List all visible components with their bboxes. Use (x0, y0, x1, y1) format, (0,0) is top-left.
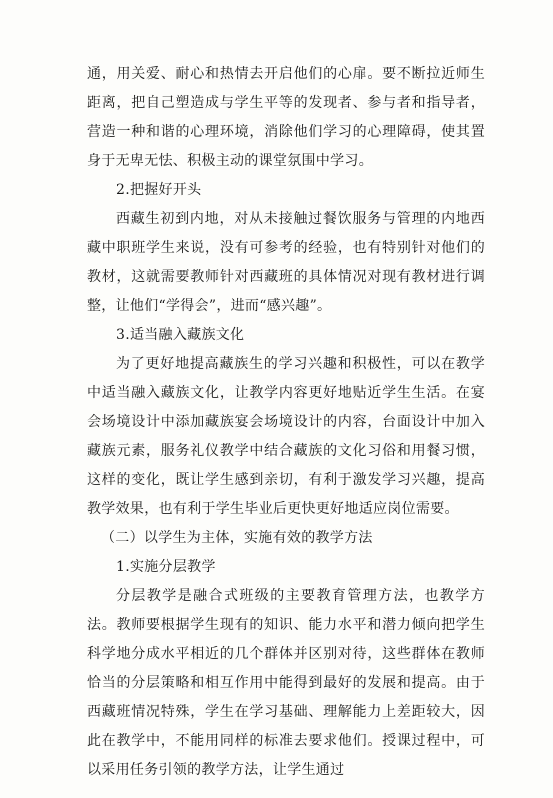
section-heading-teaching-methods: （二）以学生为主体，实施有效的教学方法 (101, 530, 373, 546)
paragraph-tiered-teaching: 分层教学是融合式班级的主要教育管理方法，也教学方法。教师要根据学生现有的知识、能力水平和潜力倾向把学生科学地分成水平相近的几个群体并区别对待，这些群体在教师恰当的分层策略和相互作用中能得到最好的发展和提高。由于西藏班情况特殊，学生在学习基础、理解能力上差距较大，因此在教学中，不能用同样的标准去要求他们。授课过程中，可以采用任务引领的教学方法，让学生通过 (87, 588, 485, 778)
paragraph-continuation: 通，用关爱、耐心和热情去开启他们的心扉。要不断拉近师生距离，把自己塑造成与学生平等的发现者、参与者和指导者，营造一种和谐的心理环境，消除他们学习的心理障碍，使其置身于无卑无怯、积极主动的课堂氛围中学习。 (87, 66, 485, 169)
subheading-tiered-teaching: 1.实施分层教学 (116, 559, 216, 575)
subheading-opening: 2.把握好开头 (116, 182, 202, 198)
subheading-tibetan-culture: 3.适当融入藏族文化 (116, 327, 245, 343)
paragraph-opening: 西藏生初到内地，对从未接触过餐饮服务与管理的内地西藏中职班学生来说，没有可参考的经验，也有特别针对他们的教材，这就需要教师针对西藏班的具体情况对现有教材进行调整，让他们“学得会”，进而“感兴趣”。 (87, 211, 485, 314)
paragraph-tibetan-culture: 为了更好地提高藏族生的学习兴趣和积极性，可以在教学中适当融入藏族文化，让教学内容更好地贴近学生生活。在宴会场境设计中添加藏族宴会场境设计的内容，台面设计中加入藏族元素，服务礼仪教学中结合藏族的文化习俗和用餐习惯，这样的变化，既让学生感到亲切，有利于激发学习兴趣，提高教学效果，也有利于学生毕业后更快更好地适应岗位需要。 (87, 356, 485, 517)
document-body (87, 60, 485, 785)
